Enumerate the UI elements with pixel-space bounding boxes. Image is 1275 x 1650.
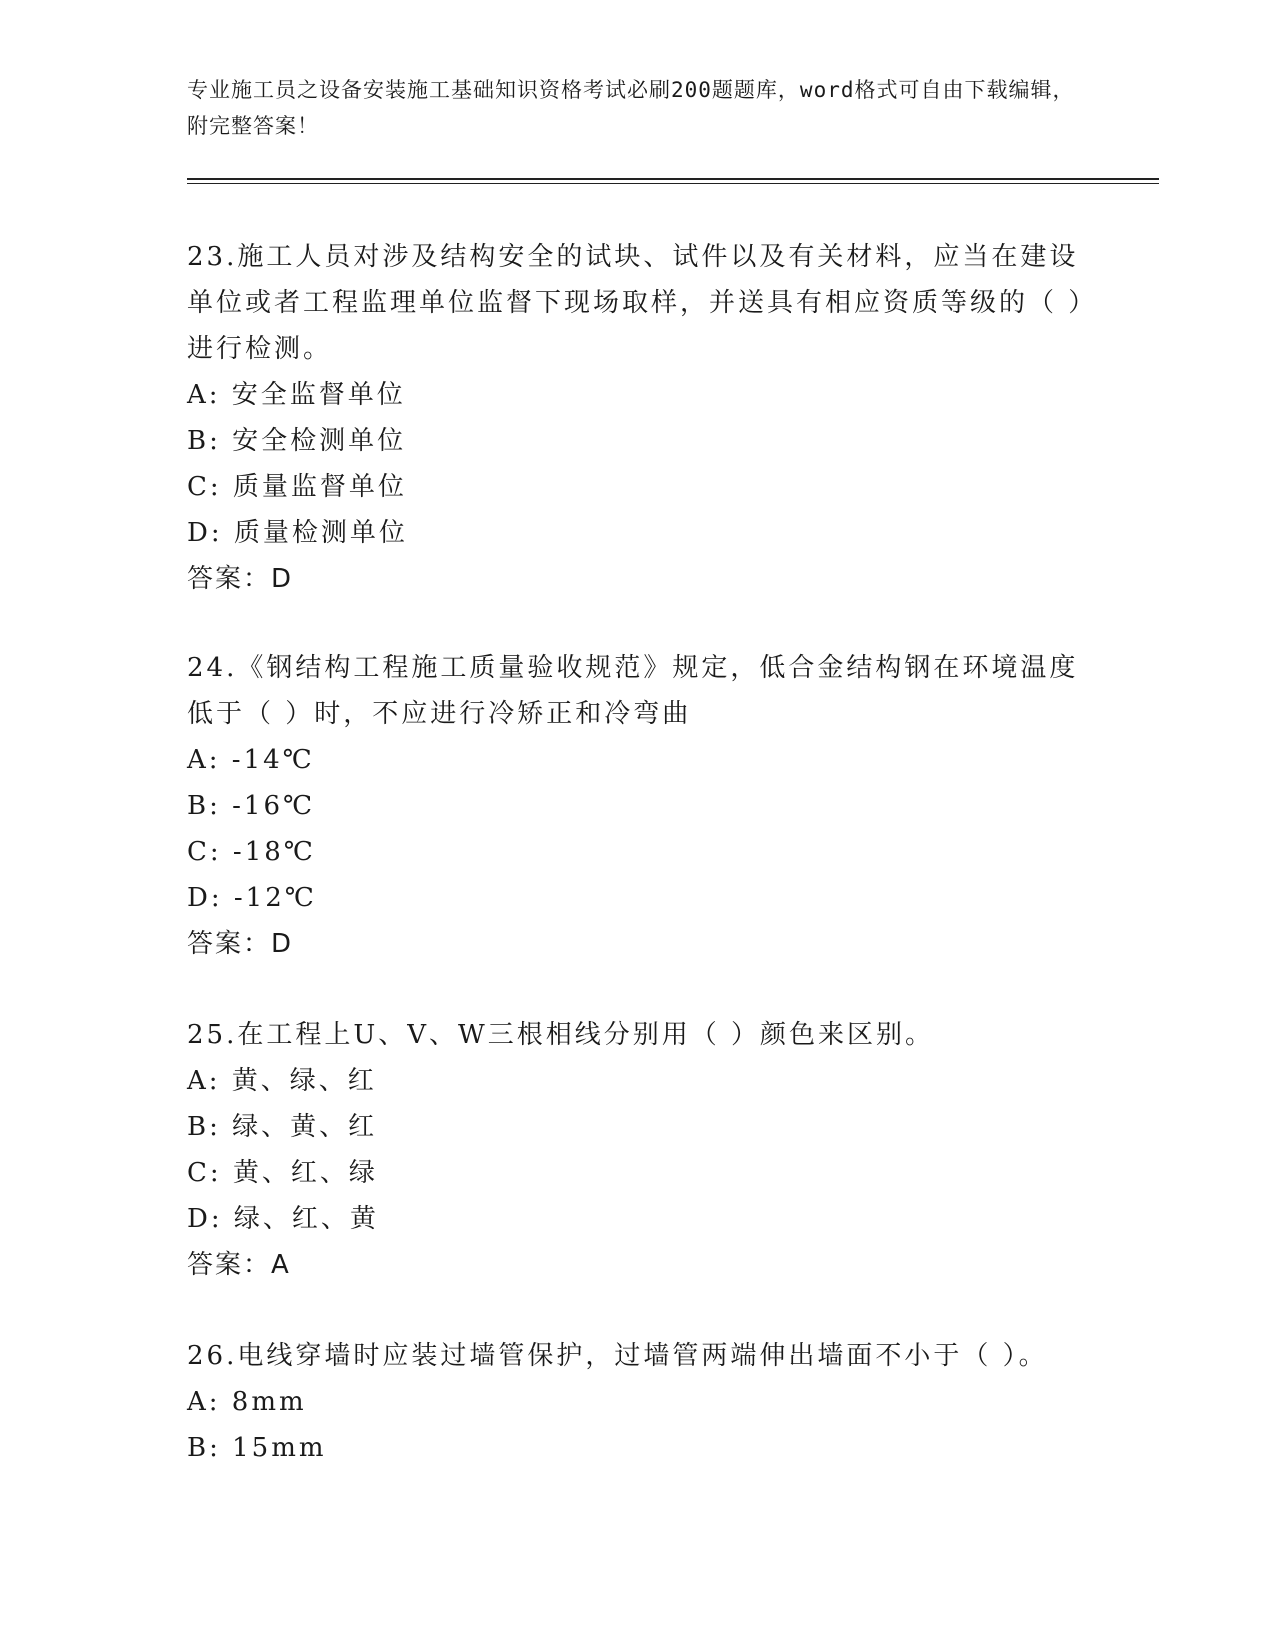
option-b: B: 安全检测单位 [187,426,407,456]
question-stem: 26.电线穿墙时应装过墙管保护，过墙管两端伸出墙面不小于（ ）。 [187,1341,1048,1371]
option-c: C: 黄、红、绿 [187,1158,378,1188]
answer-line: 答案：D [187,564,294,594]
answer-line: 答案：D [187,929,294,959]
option-c: C: 质量监督单位 [187,472,407,502]
document-header: 专业施工员之设备安装施工基础知识资格考试必刷200题题库，word格式可自由下载编辑，附完整答案！ [187,78,1075,138]
option-b: B: -16℃ [187,791,316,821]
header-divider-thin [187,183,1159,184]
question-stem: 25.在工程上U、V、W三根相线分别用（ ）颜色来区别。 [187,1020,935,1050]
question-stem: 24.《钢结构工程施工质量验收规范》规定，低合金结构钢在环境温度低于（ ）时，不应进行冷矫正和冷弯曲 [187,653,1079,729]
option-d: D: -12℃ [187,883,317,913]
option-a: A: 黄、绿、红 [187,1066,377,1096]
option-c: C: -18℃ [187,837,316,867]
question-23 [187,234,1087,602]
question-26 [187,1333,1087,1471]
option-b: B: 15mm [187,1433,327,1463]
option-d: D: 绿、红、黄 [187,1204,379,1234]
option-a: A: 安全监督单位 [187,380,406,410]
option-b: B: 绿、黄、红 [187,1112,378,1142]
option-d: D: 质量检测单位 [187,518,408,548]
option-a: A: -14℃ [187,745,315,775]
question-24 [187,645,1087,967]
option-a: A: 8mm [187,1387,307,1417]
question-stem: 23.施工人员对涉及结构安全的试块、试件以及有关材料，应当在建设单位或者工程监理单位监督下现场取样，并送具有相应资质等级的（ ）进行检测。 [187,242,1085,364]
question-25 [187,1012,1087,1288]
answer-line: 答案：A [187,1250,291,1280]
header-divider-thick [187,178,1159,180]
